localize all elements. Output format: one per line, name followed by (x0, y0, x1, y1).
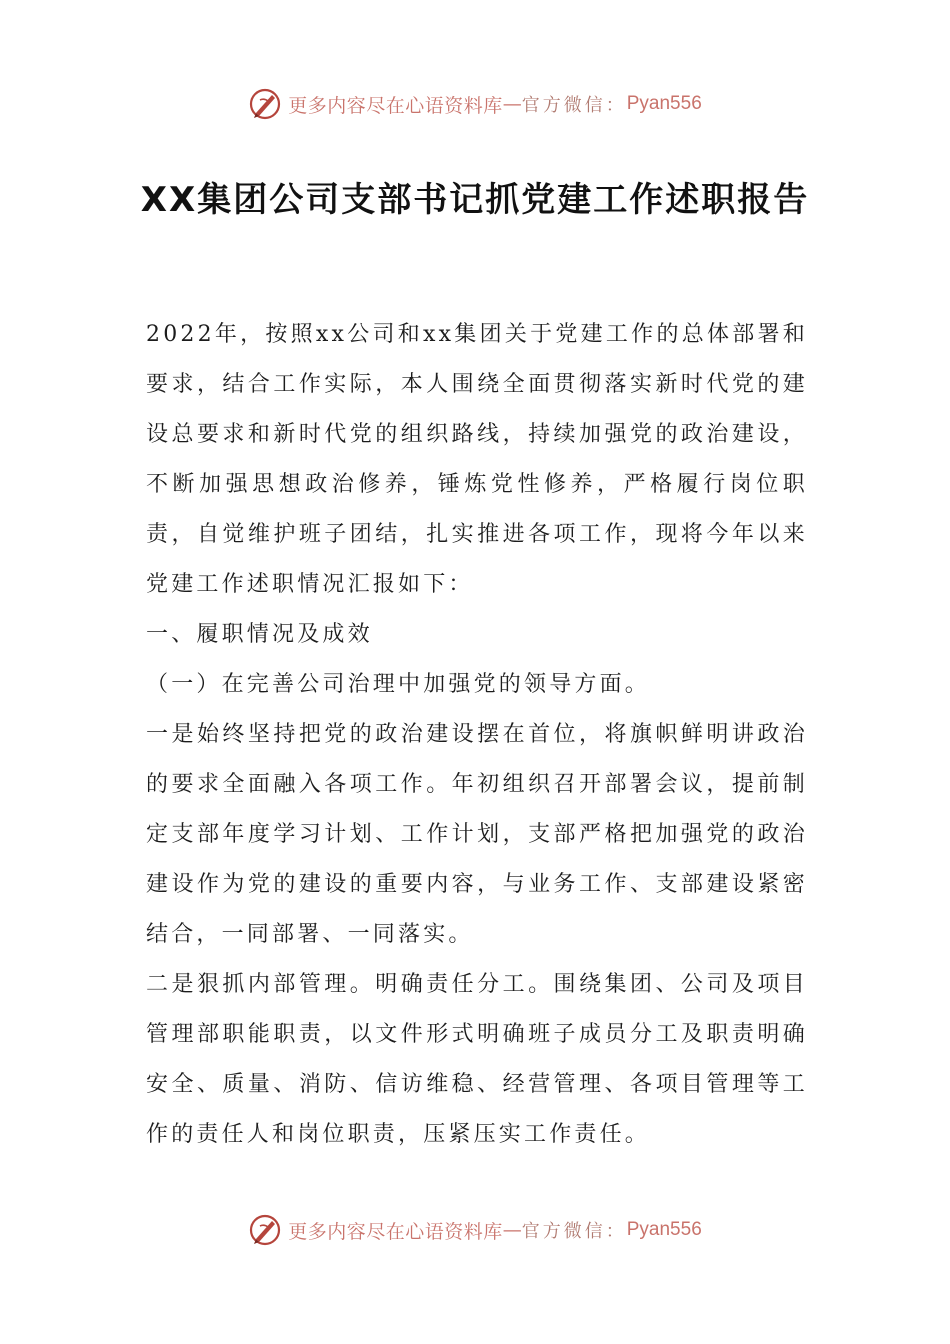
banner-separator: — (502, 1219, 522, 1241)
section-heading: 一、履职情况及成效 (146, 622, 373, 647)
banner-wechat-label: 官方微信： (521, 1221, 627, 1242)
document-title: XX集团公司支部书记抓党建工作述职报告 (140, 180, 810, 220)
pen-logo-icon (248, 1213, 282, 1247)
paragraph-point-two: 二是狠抓内部管理。明确责任分工。围绕集团、公司及项目管理部职能职责，以文件形式明确班子成员分工及职责明确安全、质量、消防、信访维稳、经营管理、各项目管理等工作的责任人和岗位职责，压紧压实工作责任。 (146, 972, 808, 1147)
header-banner (0, 82, 950, 126)
banner-wechat-id: Pyan556 (626, 93, 702, 114)
document-body (146, 310, 808, 1160)
pen-logo-icon (248, 87, 282, 121)
intro-paragraph: 2022年，按照xx公司和xx集团关于党建工作的总体部署和要求，结合工作实际，本人围绕全面贯彻落实新时代党的建设总要求和新时代党的组织路线，持续加强党的政治建设，不断加强思想政治修养，锤炼党性修养，严格履行岗位职责，自觉维护班子团结，扎实推进各项工作，现将今年以来党建工作述职情况汇报如下： (146, 322, 808, 597)
banner-text: 更多内容尽在心语资料库 (288, 1220, 503, 1243)
subsection-heading: （一）在完善公司治理中加强党的领导方面。 (146, 672, 651, 697)
footer-banner (0, 1208, 950, 1252)
banner-text: 更多内容尽在心语资料库 (288, 94, 503, 117)
banner-separator: — (502, 93, 522, 115)
banner-wechat-label: 官方微信： (521, 95, 627, 116)
paragraph-point-one: 一是始终坚持把党的政治建设摆在首位，将旗帜鲜明讲政治的要求全面融入各项工作。年初组织召开部署会议，提前制定支部年度学习计划、工作计划，支部严格把加强党的政治建设作为党的建设的重要内容，与业务工作、支部建设紧密结合，一同部署、一同落实。 (146, 722, 808, 947)
banner-wechat-id: Pyan556 (626, 1219, 702, 1240)
